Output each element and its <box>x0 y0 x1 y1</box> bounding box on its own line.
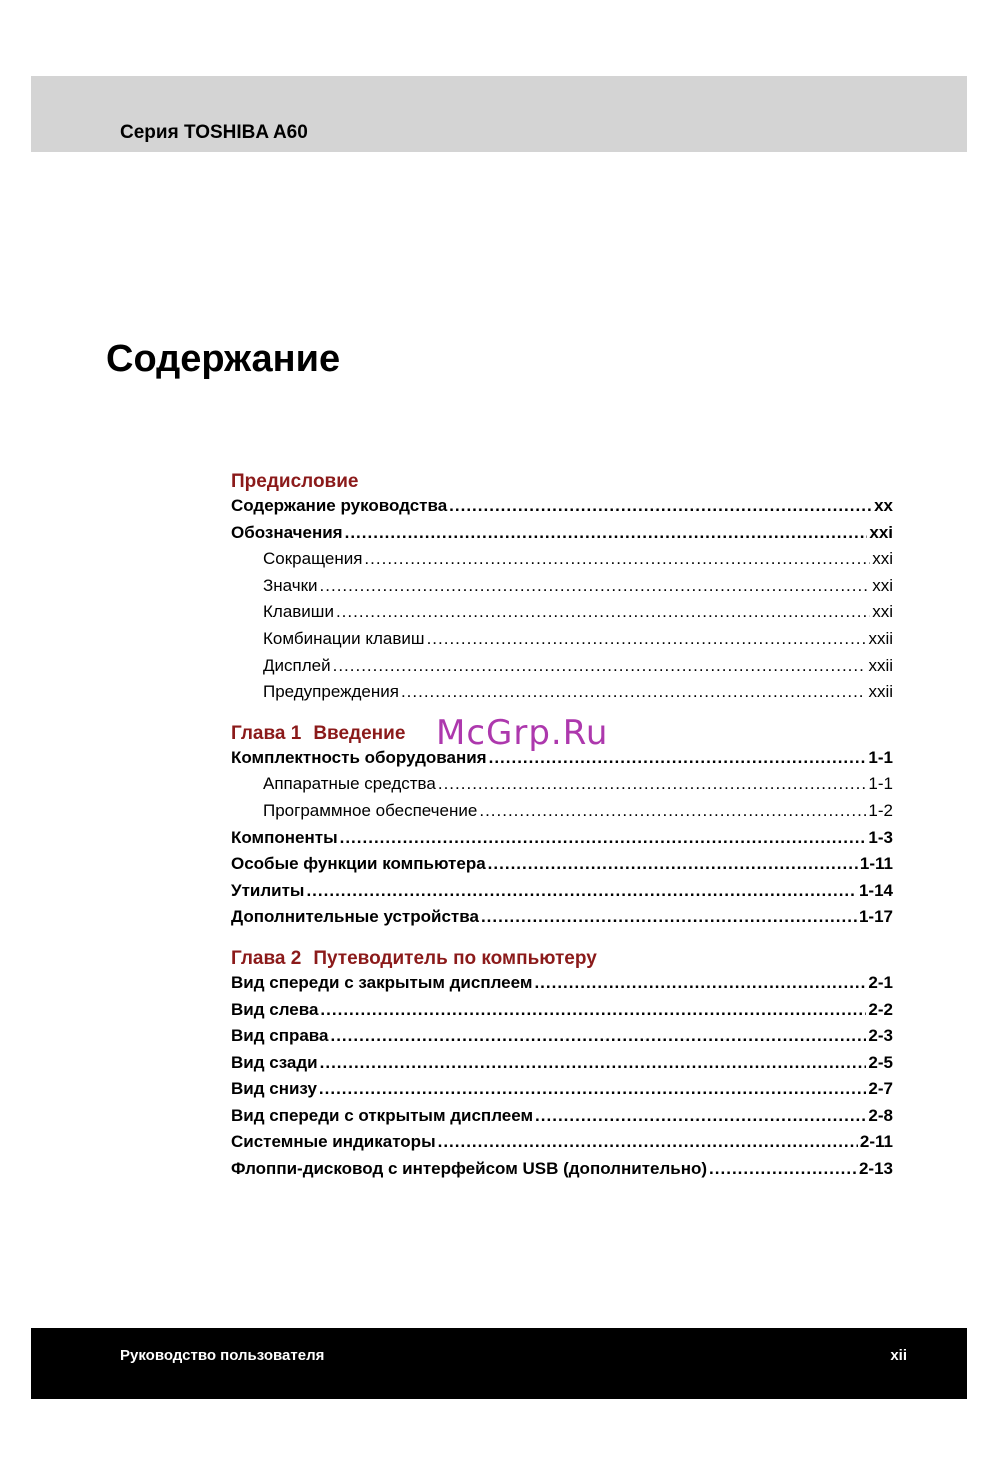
toc-entry-page: xxii <box>868 628 893 648</box>
dot-leader <box>336 599 870 626</box>
toc-entry-text: Флоппи-дисковод с интерфейсом USB (дополнительно) <box>231 1159 708 1179</box>
toc-entry-text: Аппаратные средства <box>263 774 436 794</box>
toc-entry-text: Комплектность оборудования <box>231 747 487 767</box>
toc-entry-page: 1-3 <box>868 827 893 847</box>
toc-subentry[interactable] <box>231 798 893 825</box>
toc-entry-text: Системные индикаторы <box>231 1132 436 1152</box>
dot-leader <box>345 520 868 547</box>
dot-leader <box>330 1023 866 1050</box>
watermark: McGrp.Ru <box>436 713 609 753</box>
section-gap <box>231 931 893 943</box>
dot-leader <box>427 626 867 653</box>
toc-entry-page: 2-13 <box>858 1159 893 1179</box>
footer-title: Руководство пользователя <box>120 1347 325 1364</box>
toc-entry[interactable] <box>231 1103 893 1130</box>
dot-leader <box>340 825 867 852</box>
toc-entry-page: xxi <box>872 602 893 622</box>
chapter-title: Введение <box>313 722 406 744</box>
dot-leader <box>481 904 857 931</box>
dot-leader <box>401 679 867 706</box>
dot-leader <box>449 493 872 520</box>
series-title: Серия TOSHIBA A60 <box>120 122 308 143</box>
toc-entry-text: Программное обеспечение <box>263 800 478 820</box>
toc-subentry[interactable] <box>231 653 893 680</box>
toc-entry[interactable] <box>231 1050 893 1077</box>
toc-entry-text: Дополнительные устройства <box>231 907 479 927</box>
toc-entry-text: Содержание руководства <box>231 496 448 515</box>
toc-entry-text: Компоненты <box>231 827 338 847</box>
toc-entry[interactable] <box>231 1129 893 1156</box>
toc-entry-page: 2-3 <box>868 1026 893 1046</box>
toc-subentry[interactable] <box>231 573 893 600</box>
toc-entry-page: 1-14 <box>858 880 893 900</box>
toc-entry-page: xxii <box>868 655 893 675</box>
toc-entry-page: 1-1 <box>868 774 893 794</box>
toc-subentry[interactable] <box>231 599 893 626</box>
toc-entry-page: 1-17 <box>858 907 893 927</box>
toc-entry-page: 1-2 <box>868 800 893 820</box>
dot-leader <box>479 798 866 825</box>
dot-leader <box>534 970 866 997</box>
toc-entry-text: Предупреждения <box>263 682 399 702</box>
toc-entry-page: 2-1 <box>868 972 893 992</box>
toc-entry[interactable] <box>231 878 893 905</box>
header-band <box>31 76 967 152</box>
dot-leader <box>709 1156 857 1183</box>
footer-page-number: xii <box>890 1347 907 1364</box>
toc-entry[interactable] <box>231 997 893 1024</box>
toc-entry-page: 2-2 <box>868 999 893 1019</box>
toc-subentry[interactable] <box>231 771 893 798</box>
toc-entry[interactable] <box>231 1156 893 1183</box>
toc-entry[interactable] <box>231 970 893 997</box>
dot-leader <box>438 771 867 798</box>
dot-leader <box>364 546 870 573</box>
dot-leader <box>438 1129 858 1156</box>
toc-entry-page: xxi <box>872 549 893 569</box>
toc-entry[interactable] <box>231 851 893 878</box>
toc-entry-page: 2-8 <box>868 1105 893 1125</box>
toc-entry-page: 2-11 <box>859 1132 893 1152</box>
toc-entry-page: xxii <box>868 682 893 702</box>
toc-entry-text: Значки <box>263 575 318 595</box>
toc-entry[interactable] <box>231 1023 893 1050</box>
toc-entry-text: Вид слева <box>231 999 319 1019</box>
toc-subentry[interactable] <box>231 546 893 573</box>
toc-entry-text: Вид сзади <box>231 1052 318 1072</box>
toc-subentry[interactable] <box>231 679 893 706</box>
dot-leader <box>535 1103 866 1130</box>
toc-entry-page: xxi <box>872 575 893 595</box>
chapter-label: Глава 1 <box>231 722 302 744</box>
page-title: Содержание <box>106 338 341 380</box>
dot-leader <box>320 997 866 1024</box>
toc-entry[interactable] <box>231 1076 893 1103</box>
toc-entry-text: Вид спереди с открытым дисплеем <box>231 1105 534 1125</box>
dot-leader <box>319 1076 867 1103</box>
footer-band <box>31 1328 967 1399</box>
toc-entry-text: Дисплей <box>263 655 331 675</box>
dot-leader <box>320 1050 867 1077</box>
toc-entry-text: Вид справа <box>231 1026 329 1046</box>
toc-entry-text: Особые функции компьютера <box>231 854 486 874</box>
dot-leader <box>488 851 858 878</box>
toc-entry[interactable] <box>231 904 893 931</box>
toc-entry-page: 2-7 <box>868 1079 893 1099</box>
dot-leader <box>306 878 857 905</box>
toc-entry[interactable] <box>231 520 893 547</box>
toc-entry-text: Сокращения <box>263 549 363 569</box>
toc-entry-text: Утилиты <box>231 880 305 900</box>
toc-entry-text: Вид спереди с закрытым дисплеем <box>231 972 533 992</box>
dot-leader <box>320 573 871 600</box>
toc-section-heading: Предисловие <box>231 471 359 492</box>
dot-leader <box>333 653 867 680</box>
toc-entry[interactable] <box>231 493 893 520</box>
toc-entry-page: 2-5 <box>868 1052 893 1072</box>
toc-entry-page: xx <box>874 496 893 515</box>
toc-entry-text: Клавиши <box>263 602 334 622</box>
toc-entry-text: Обозначения <box>231 522 343 542</box>
chapter-title: Путеводитель по компьютеру <box>313 947 597 969</box>
toc-entry-text: Комбинации клавиш <box>263 628 425 648</box>
toc-subentry[interactable] <box>231 626 893 653</box>
toc-entry-page: 1-1 <box>868 747 893 767</box>
table-of-contents <box>231 466 893 1183</box>
toc-entry-text: Вид снизу <box>231 1079 317 1099</box>
chapter-label: Глава 2 <box>231 947 302 969</box>
toc-entry-page: xxi <box>869 522 893 542</box>
toc-entry-page: 1-11 <box>859 854 893 874</box>
toc-entry[interactable] <box>231 825 893 852</box>
